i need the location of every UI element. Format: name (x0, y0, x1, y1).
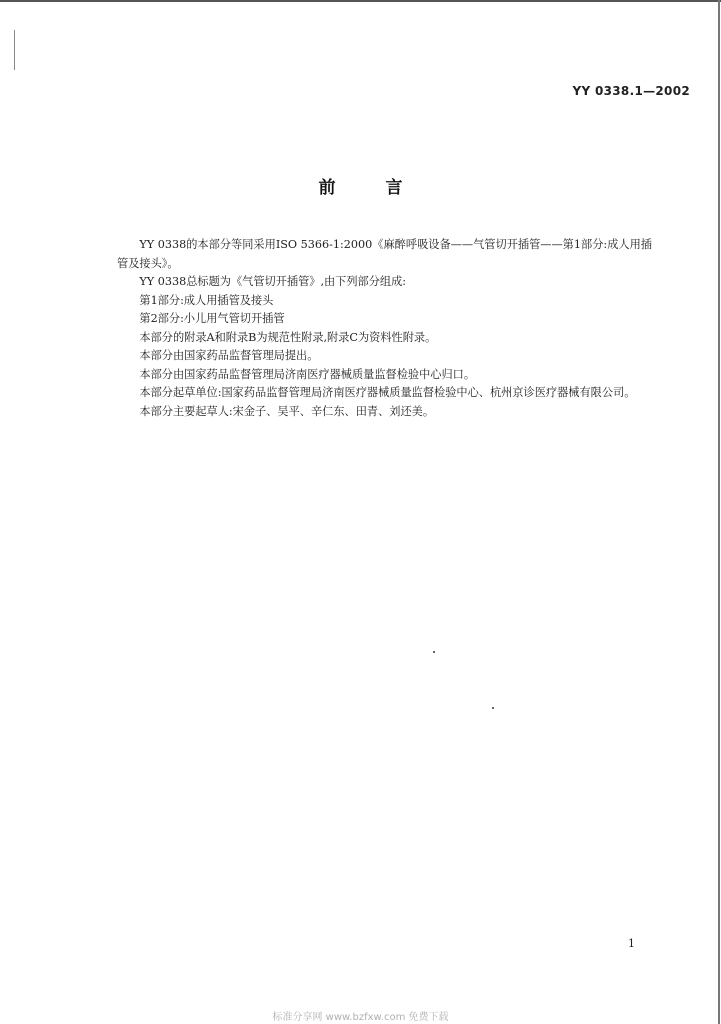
document-body (117, 236, 652, 421)
document-code: YY 0338.1—2002 (572, 84, 690, 98)
paragraph-part-1: 第1部分:成人用插管及接头 (139, 293, 274, 307)
paragraph-general-title: YY 0338总标题为《气管切开插管》,由下列部分组成: (139, 275, 407, 288)
scan-speck (492, 707, 494, 709)
paragraph-proposed-by: 本部分由国家药品监督管理局提出。 (139, 349, 319, 362)
paragraph-centralized-by: 本部分由国家药品监督管理局济南医疗器械质量监督检验中心归口。 (139, 367, 476, 381)
paragraph-drafters: 本部分主要起草人:宋金子、吴平、辛仁东、田青、刘还美。 (139, 404, 435, 418)
page-title: 前 言 (318, 178, 425, 198)
scan-edge-right (718, 0, 720, 1024)
paragraph-drafting-units: 本部分起草单位:国家药品监督管理局济南医疗器械质量监督检验中心、杭州京诊医疗器械有限公司。 (139, 386, 636, 399)
scan-edge-top (0, 0, 721, 2)
page-number: 1 (628, 937, 635, 950)
footer-watermark: 标准分享网 www.bzfxw.com 免费下载 (272, 1012, 449, 1023)
paragraph-scope: YY 0338的本部分等同采用ISO 5366-1:2000《麻醉呼吸设备——气管切开插管——第1部分:成人用插管及接头》。 (117, 238, 652, 270)
paragraph-part-2: 第2部分:小儿用气管切开插管 (139, 312, 285, 325)
paragraph-annexes: 本部分的附录A和附录B为规范性附录,附录C为资料性附录。 (139, 330, 437, 344)
scan-edge-left (14, 30, 15, 70)
scan-speck (433, 651, 435, 653)
